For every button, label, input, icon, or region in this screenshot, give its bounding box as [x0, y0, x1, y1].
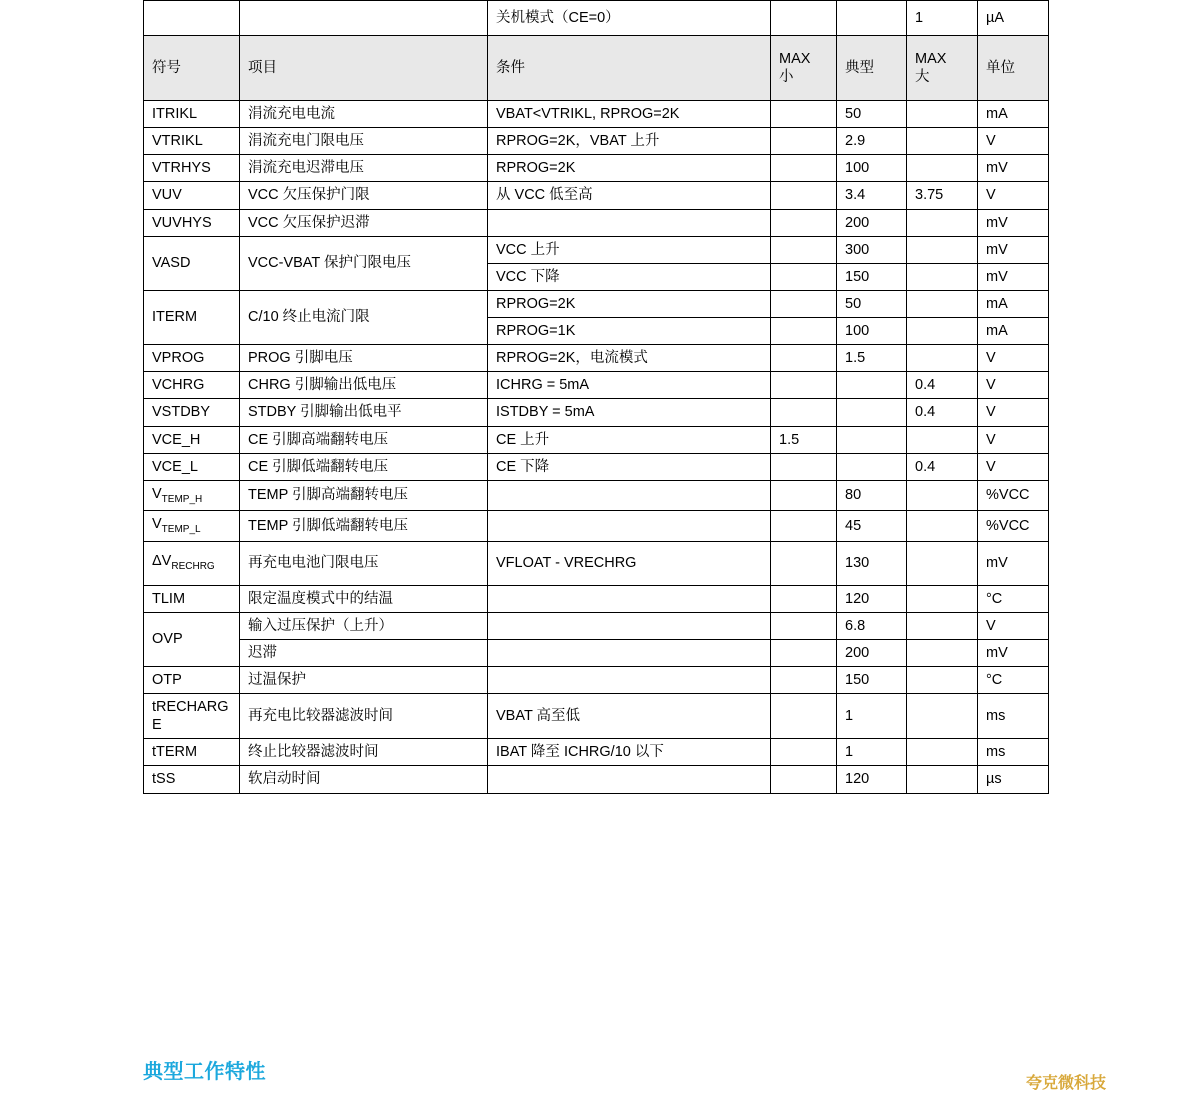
- cell-min: [771, 453, 837, 480]
- cell-max: [907, 345, 978, 372]
- cell-condition: 关机模式（CE=0）: [488, 1, 771, 36]
- cell-unit: ms: [978, 694, 1049, 739]
- cell-condition: [488, 666, 771, 693]
- cell-unit: mV: [978, 236, 1049, 263]
- cell-min: [771, 345, 837, 372]
- column-header-min: [771, 36, 837, 101]
- symbol-subscript: TEMP_H: [161, 493, 203, 505]
- cell-typ: 200: [837, 209, 907, 236]
- cell-symbol: tRECHARGE: [144, 694, 240, 739]
- cell-typ: 200: [837, 639, 907, 666]
- cell-unit: µs: [978, 766, 1049, 793]
- cell-symbol: VUVHYS: [144, 209, 240, 236]
- cell-min: [771, 585, 837, 612]
- cell-min: [771, 263, 837, 290]
- cell-min: [771, 511, 837, 541]
- cell-max: [907, 612, 978, 639]
- cell-item: 输入过压保护（上升）: [240, 612, 488, 639]
- cell-item: 迟滞: [240, 639, 488, 666]
- cell-typ: 130: [837, 541, 907, 585]
- cell-max: 3.75: [907, 182, 978, 209]
- cell-max: [907, 480, 978, 510]
- cell-condition: ISTDBY = 5mA: [488, 399, 771, 426]
- cell-unit: mV: [978, 263, 1049, 290]
- column-header-max: [907, 36, 978, 101]
- cell-symbol: VUV: [144, 182, 240, 209]
- cell-max: [907, 666, 978, 693]
- cell-max: [907, 739, 978, 766]
- cell-max: [907, 426, 978, 453]
- cell-min: [771, 318, 837, 345]
- cell-item: VCC 欠压保护门限: [240, 182, 488, 209]
- cell-max: [907, 209, 978, 236]
- cell-condition: [488, 511, 771, 541]
- cell-typ: 50: [837, 101, 907, 128]
- cell-max: 0.4: [907, 453, 978, 480]
- cell-symbol: [144, 480, 240, 510]
- cell-typ: 3.4: [837, 182, 907, 209]
- cell-condition: IBAT 降至 ICHRG/10 以下: [488, 739, 771, 766]
- table-header-row: [144, 36, 1049, 101]
- cell-symbol: tSS: [144, 766, 240, 793]
- column-header-min-line2: 小: [779, 69, 794, 85]
- cell-typ: [837, 372, 907, 399]
- cell-max: [907, 128, 978, 155]
- cell-max: [907, 155, 978, 182]
- column-header-typ: 典型: [837, 36, 907, 101]
- cell-condition: [488, 585, 771, 612]
- symbol-base: V: [152, 516, 162, 533]
- cell-condition: VBAT 高至低: [488, 694, 771, 739]
- cell-condition: RPROG=2K: [488, 290, 771, 317]
- cell-unit: mA: [978, 318, 1049, 345]
- cell-symbol: [144, 511, 240, 541]
- cell-max: [907, 541, 978, 585]
- table-row: [144, 399, 1049, 426]
- cell-min: [771, 128, 837, 155]
- cell-item: 限定温度模式中的结温: [240, 585, 488, 612]
- table-row: [144, 766, 1049, 793]
- table-row: [144, 453, 1049, 480]
- table-row: [144, 101, 1049, 128]
- cell-unit: mA: [978, 290, 1049, 317]
- cell-item: CHRG 引脚输出低电压: [240, 372, 488, 399]
- column-header-symbol: 符号: [144, 36, 240, 101]
- cell-min: [771, 182, 837, 209]
- table-row: [144, 155, 1049, 182]
- cell-unit: ms: [978, 739, 1049, 766]
- cell-max: [907, 694, 978, 739]
- cell-symbol: [144, 541, 240, 585]
- cell-typ: 150: [837, 666, 907, 693]
- cell-typ: [837, 453, 907, 480]
- cell-typ: 50: [837, 290, 907, 317]
- cell-min: [771, 372, 837, 399]
- cell-typ: 1: [837, 739, 907, 766]
- cell-item: 过温保护: [240, 666, 488, 693]
- cell-max: 1: [907, 1, 978, 36]
- cell-min: [771, 101, 837, 128]
- cell-symbol: tTERM: [144, 739, 240, 766]
- table-row: [144, 480, 1049, 510]
- cell-unit: V: [978, 182, 1049, 209]
- table-row: [144, 612, 1049, 639]
- cell-min: [771, 1, 837, 36]
- cell-min: [771, 209, 837, 236]
- cell-typ: 45: [837, 511, 907, 541]
- cell-typ: 150: [837, 263, 907, 290]
- cell-unit: V: [978, 426, 1049, 453]
- table-row: [144, 128, 1049, 155]
- table-row: [144, 511, 1049, 541]
- cell-max: [907, 585, 978, 612]
- cell-typ: 80: [837, 480, 907, 510]
- cell-typ: [837, 399, 907, 426]
- cell-max: [907, 318, 978, 345]
- cell-symbol: ITRIKL: [144, 101, 240, 128]
- cell-unit: mV: [978, 155, 1049, 182]
- cell-item: CE 引脚高端翻转电压: [240, 426, 488, 453]
- column-header-condition: 条件: [488, 36, 771, 101]
- table-row: [144, 666, 1049, 693]
- cell-min: [771, 612, 837, 639]
- cell-condition: RPROG=2K，电流模式: [488, 345, 771, 372]
- cell-min: 1.5: [771, 426, 837, 453]
- cell-max: [907, 639, 978, 666]
- cell-item: 再充电电池门限电压: [240, 541, 488, 585]
- cell-condition: 从 VCC 低至高: [488, 182, 771, 209]
- table-row: [144, 372, 1049, 399]
- symbol-subscript: TEMP_L: [161, 524, 201, 536]
- cell-min: [771, 236, 837, 263]
- cell-min: [771, 694, 837, 739]
- cell-min: [771, 155, 837, 182]
- cell-unit: %VCC: [978, 480, 1049, 510]
- cell-unit: °C: [978, 585, 1049, 612]
- cell-typ: [837, 426, 907, 453]
- cell-item: C/10 终止电流门限: [240, 290, 488, 344]
- cell-symbol: VTRHYS: [144, 155, 240, 182]
- cell-item: TEMP 引脚高端翻转电压: [240, 480, 488, 510]
- cell-unit: %VCC: [978, 511, 1049, 541]
- cell-unit: mA: [978, 101, 1049, 128]
- cell-typ: 300: [837, 236, 907, 263]
- cell-max: [907, 511, 978, 541]
- table-row: [144, 345, 1049, 372]
- cell-condition: RPROG=2K: [488, 155, 771, 182]
- cell-max: [907, 236, 978, 263]
- section-heading: 典型工作特性: [143, 1061, 266, 1083]
- table-row: [144, 209, 1049, 236]
- cell-max: 0.4: [907, 399, 978, 426]
- cell-condition: ICHRG = 5mA: [488, 372, 771, 399]
- symbol-subscript: RECHRG: [171, 561, 215, 573]
- cell-unit: V: [978, 372, 1049, 399]
- table-row: [144, 585, 1049, 612]
- cell-condition: CE 上升: [488, 426, 771, 453]
- cell-symbol: VTRIKL: [144, 128, 240, 155]
- cell-typ: [837, 1, 907, 36]
- cell-condition: RPROG=2K，VBAT 上升: [488, 128, 771, 155]
- cell-unit: V: [978, 399, 1049, 426]
- cell-unit: °C: [978, 666, 1049, 693]
- cell-max: [907, 101, 978, 128]
- cell-item: 软启动时间: [240, 766, 488, 793]
- cell-symbol: OTP: [144, 666, 240, 693]
- cell-symbol: VCHRG: [144, 372, 240, 399]
- electrical-characteristics-table: [143, 0, 1049, 794]
- table-row: [144, 290, 1049, 317]
- cell-condition: [488, 766, 771, 793]
- cell-symbol: VCE_H: [144, 426, 240, 453]
- column-header-min-line1: MAX: [779, 50, 811, 67]
- cell-symbol: ITERM: [144, 290, 240, 344]
- cell-condition: VCC 下降: [488, 263, 771, 290]
- cell-typ: 120: [837, 585, 907, 612]
- cell-typ: 120: [837, 766, 907, 793]
- cell-item: STDBY 引脚输出低电平: [240, 399, 488, 426]
- cell-condition: [488, 480, 771, 510]
- cell-item: 终止比较器滤波时间: [240, 739, 488, 766]
- cell-symbol: [144, 1, 240, 36]
- cell-symbol: TLIM: [144, 585, 240, 612]
- table-row: [144, 236, 1049, 263]
- cell-condition: VCC 上升: [488, 236, 771, 263]
- cell-min: [771, 639, 837, 666]
- cell-typ: 6.8: [837, 612, 907, 639]
- cell-symbol: OVP: [144, 612, 240, 666]
- cell-unit: mV: [978, 639, 1049, 666]
- cell-unit: V: [978, 453, 1049, 480]
- cell-symbol: VCE_L: [144, 453, 240, 480]
- cell-max: [907, 290, 978, 317]
- cell-item: 再充电比较器滤波时间: [240, 694, 488, 739]
- cell-item: CE 引脚低端翻转电压: [240, 453, 488, 480]
- cell-item: VCC-VBAT 保护门限电压: [240, 236, 488, 290]
- cell-item: 涓流充电迟滞电压: [240, 155, 488, 182]
- cell-max: [907, 766, 978, 793]
- symbol-base: ΔV: [152, 553, 172, 570]
- cell-condition: VFLOAT - VRECHRG: [488, 541, 771, 585]
- cell-condition: RPROG=1K: [488, 318, 771, 345]
- cell-symbol: VASD: [144, 236, 240, 290]
- cell-typ: 100: [837, 318, 907, 345]
- cell-min: [771, 766, 837, 793]
- cell-unit: µA: [978, 1, 1049, 36]
- cell-item: VCC 欠压保护迟滞: [240, 209, 488, 236]
- cell-typ: 2.9: [837, 128, 907, 155]
- cell-unit: V: [978, 345, 1049, 372]
- table-row: [144, 182, 1049, 209]
- cell-condition: [488, 209, 771, 236]
- column-header-item: 项目: [240, 36, 488, 101]
- cell-typ: 1: [837, 694, 907, 739]
- column-header-max-line2: 大: [915, 69, 930, 85]
- cell-item: PROG 引脚电压: [240, 345, 488, 372]
- cell-min: [771, 666, 837, 693]
- cell-condition: CE 下降: [488, 453, 771, 480]
- cell-symbol: VPROG: [144, 345, 240, 372]
- table-row: [144, 639, 1049, 666]
- cell-item: [240, 1, 488, 36]
- company-watermark: 夸克微科技: [1026, 1075, 1107, 1092]
- cell-item: 涓流充电电流: [240, 101, 488, 128]
- table-row: [144, 1, 1049, 36]
- cell-condition: VBAT<VTRIKL, RPROG=2K: [488, 101, 771, 128]
- cell-condition: [488, 612, 771, 639]
- column-header-unit: 单位: [978, 36, 1049, 101]
- table-row: [144, 541, 1049, 585]
- cell-unit: mV: [978, 209, 1049, 236]
- cell-min: [771, 399, 837, 426]
- cell-symbol: VSTDBY: [144, 399, 240, 426]
- cell-min: [771, 480, 837, 510]
- cell-item: 涓流充电门限电压: [240, 128, 488, 155]
- cell-min: [771, 739, 837, 766]
- cell-max: [907, 263, 978, 290]
- cell-unit: mV: [978, 541, 1049, 585]
- table-row: [144, 739, 1049, 766]
- cell-item: TEMP 引脚低端翻转电压: [240, 511, 488, 541]
- column-header-max-line1: MAX: [915, 50, 947, 67]
- table-row: [144, 694, 1049, 739]
- symbol-base: V: [152, 485, 162, 502]
- cell-unit: V: [978, 612, 1049, 639]
- cell-condition: [488, 639, 771, 666]
- table-row: [144, 426, 1049, 453]
- cell-typ: 100: [837, 155, 907, 182]
- cell-min: [771, 541, 837, 585]
- cell-typ: 1.5: [837, 345, 907, 372]
- cell-min: [771, 290, 837, 317]
- cell-max: 0.4: [907, 372, 978, 399]
- cell-unit: V: [978, 128, 1049, 155]
